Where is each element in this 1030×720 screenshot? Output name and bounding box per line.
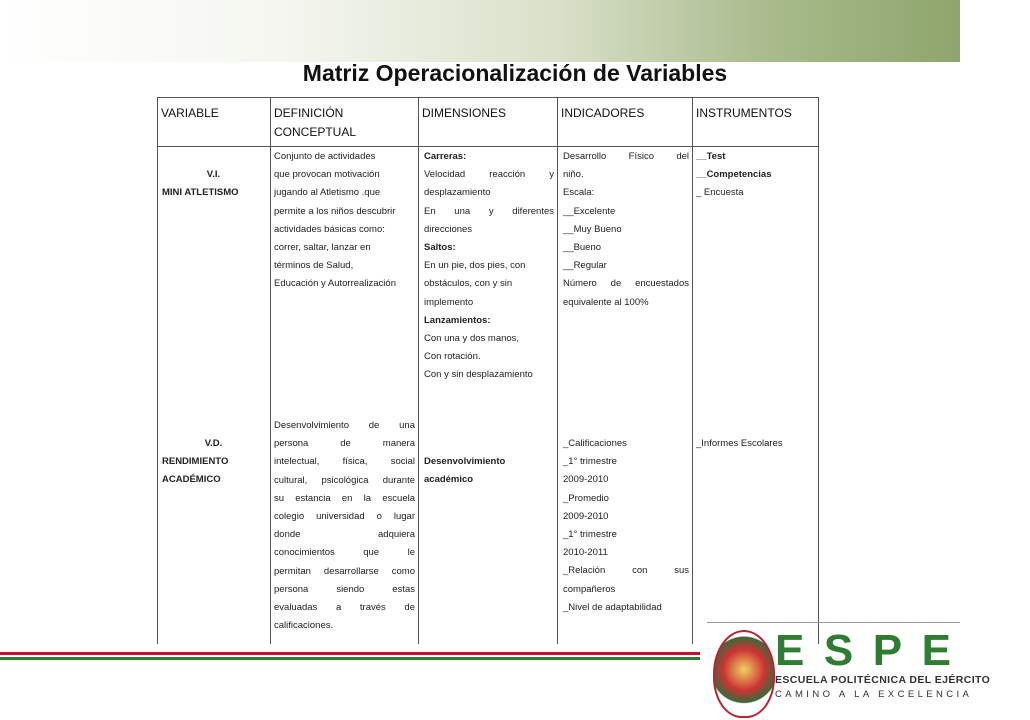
vi-definicion-cell bbox=[274, 148, 415, 294]
vi-indicador-line: Desarrollo Físico del bbox=[563, 151, 689, 162]
vi-instrumento-line: __Test bbox=[696, 151, 726, 162]
vd-indicador-line: _Promedio bbox=[563, 492, 609, 504]
logo-institution-name: ESCUELA POLITÉCNICA DEL EJÉRCITO bbox=[775, 674, 991, 686]
vd-indicador-line: _1° trimestre bbox=[563, 456, 617, 468]
vd-definicion-line: evaluadas a través de bbox=[274, 601, 415, 613]
vd-indicador-line: _Nivel de adaptabilidad bbox=[563, 601, 662, 613]
vi-dimension-line: direcciones bbox=[424, 223, 473, 235]
vi-variable-line: V.I. bbox=[206, 169, 221, 180]
vd-definicion-line: Desenvolvimiento de una bbox=[274, 420, 415, 431]
vi-dimension-heading: Lanzamientos: bbox=[424, 314, 491, 326]
vd-dimension-line: Desenvolvimiento bbox=[424, 456, 506, 467]
footer-stripe-green bbox=[0, 657, 700, 660]
header-definicion-line1: DEFINICIÓN bbox=[274, 106, 344, 120]
footer-stripe-red bbox=[0, 652, 700, 655]
table-top-border bbox=[157, 97, 818, 98]
vi-definicion-line: que provocan motivación bbox=[274, 169, 380, 181]
vi-dimension-line: Con y sin desplazamiento bbox=[424, 369, 533, 381]
vd-indicador-line: 2010-2011 bbox=[563, 547, 608, 559]
vd-instrumentos-cell bbox=[696, 435, 816, 453]
vd-definicion-line: donde adquiera bbox=[274, 529, 415, 541]
vi-definicion-line: términos de Salud, bbox=[274, 260, 354, 272]
vi-indicadores-cell bbox=[563, 148, 689, 312]
col-border-4 bbox=[692, 97, 693, 644]
logo-letter: E bbox=[775, 626, 807, 675]
vd-definicion-line: conocimientos que le bbox=[274, 547, 415, 559]
institution-seal-icon bbox=[713, 630, 775, 718]
vd-dimensiones-cell bbox=[424, 453, 554, 489]
vi-indicador-line: Número de encuestados bbox=[563, 278, 689, 290]
vi-definicion-line: Educación y Autorrealización bbox=[274, 278, 396, 290]
vi-indicador-line: Escala: bbox=[563, 187, 595, 199]
vi-indicador-line: equivalente al 100% bbox=[563, 296, 649, 308]
vi-definicion-line: actividades básicas como: bbox=[274, 223, 385, 235]
vd-definicion-line: su estancia en la escuela bbox=[274, 492, 415, 504]
col-border-3 bbox=[557, 97, 558, 644]
vd-definicion-line: colegio universidad o lugar bbox=[274, 510, 415, 522]
logo-letter: E bbox=[921, 626, 953, 675]
vd-definicion-line: permitan desarrollarse como bbox=[274, 565, 415, 577]
operationalization-table bbox=[157, 97, 818, 644]
col-border-5 bbox=[818, 97, 819, 644]
vd-dimension-line: académico bbox=[424, 474, 474, 486]
vi-instrumentos-cell bbox=[696, 148, 816, 203]
vi-dimension-line: obstáculos, con y sin bbox=[424, 278, 513, 290]
vi-dimension-line: En un pie, dos pies, con bbox=[424, 260, 526, 272]
vd-definicion-line: cultural, psicológica durante bbox=[274, 474, 415, 486]
vd-variable-line: V.D. bbox=[204, 438, 223, 449]
vd-definicion-cell bbox=[274, 417, 415, 635]
logo-motto: CAMINO A LA EXCELENCIA bbox=[775, 689, 973, 700]
vi-dimension-heading: Carreras: bbox=[424, 151, 467, 162]
vi-definicion-line: Conjunto de actividades bbox=[274, 151, 376, 162]
vi-dimension-line: En una y diferentes bbox=[424, 205, 554, 217]
logo-letter: S bbox=[823, 626, 856, 675]
vi-dimension-heading: Saltos: bbox=[424, 241, 456, 253]
vi-definicion-line: permite a los niños descubrir bbox=[274, 205, 396, 217]
col-border-1 bbox=[270, 97, 271, 644]
vi-dimension-line: Velocidad reacción y bbox=[424, 169, 554, 181]
vd-indicador-line: _1° trimestre bbox=[563, 528, 617, 540]
vi-indicador-line: __Muy Bueno bbox=[563, 223, 622, 235]
vi-instrumento-line: __Competencias bbox=[696, 169, 772, 181]
top-gradient-band bbox=[0, 0, 960, 62]
vi-variable-line: MINI ATLETISMO bbox=[162, 187, 239, 199]
vd-indicador-line: 2009-2010 bbox=[563, 510, 609, 522]
vd-definicion-line: calificaciones. bbox=[274, 620, 334, 632]
espe-letters bbox=[775, 626, 953, 676]
vd-variable-cell bbox=[157, 435, 270, 490]
header-dimensiones: DIMENSIONES bbox=[422, 106, 507, 120]
vd-variable-line: ACADÉMICO bbox=[162, 474, 221, 486]
espe-logo bbox=[705, 622, 991, 720]
vi-instrumento-line: _ Encuesta bbox=[696, 187, 744, 199]
vd-indicador-line: _Calificaciones bbox=[563, 438, 627, 449]
slide-title: Matriz Operacionalización de Variables bbox=[302, 60, 728, 86]
header-instrumentos: INSTRUMENTOS bbox=[696, 106, 792, 120]
vd-definicion-line: persona de manera bbox=[274, 438, 415, 450]
vi-dimension-line: implemento bbox=[424, 296, 474, 308]
vd-indicador-line: _Relación con sus bbox=[563, 565, 689, 577]
vd-indicadores-cell bbox=[563, 435, 689, 617]
vi-variable-cell bbox=[157, 166, 270, 202]
logo-letter: P bbox=[872, 626, 905, 675]
col-border-2 bbox=[418, 97, 419, 644]
header-variable: VARIABLE bbox=[161, 106, 219, 120]
vd-indicador-line: 2009-2010 bbox=[563, 474, 609, 486]
header-row-border bbox=[157, 146, 818, 147]
vd-definicion-line: intelectual, física, social bbox=[274, 456, 415, 468]
vi-dimension-line: Con una y dos manos, bbox=[424, 332, 520, 344]
header-indicadores: INDICADORES bbox=[561, 106, 645, 120]
vi-dimension-line: desplazamiento bbox=[424, 187, 491, 199]
vd-variable-line: RENDIMIENTO bbox=[162, 456, 229, 468]
vd-definicion-line: persona siendo estas bbox=[274, 583, 415, 595]
vi-dimension-line: Con rotación. bbox=[424, 351, 481, 363]
vi-indicador-line: __Excelente bbox=[563, 205, 616, 217]
vi-definicion-line: jugando al Atletismo .que bbox=[274, 187, 381, 199]
vi-indicador-line: niño. bbox=[563, 169, 584, 181]
vi-indicador-line: __Bueno bbox=[563, 241, 602, 253]
vi-dimensiones-cell bbox=[424, 148, 554, 384]
vd-instrumento-line: _Informes Escolares bbox=[696, 438, 783, 449]
header-definicion-line2: CONCEPTUAL bbox=[274, 125, 357, 139]
vi-indicador-line: __Regular bbox=[563, 260, 607, 272]
vd-indicador-line: compañeros bbox=[563, 583, 616, 595]
vi-definicion-line: correr, saltar, lanzar en bbox=[274, 241, 371, 253]
footer-stripes bbox=[0, 652, 700, 662]
